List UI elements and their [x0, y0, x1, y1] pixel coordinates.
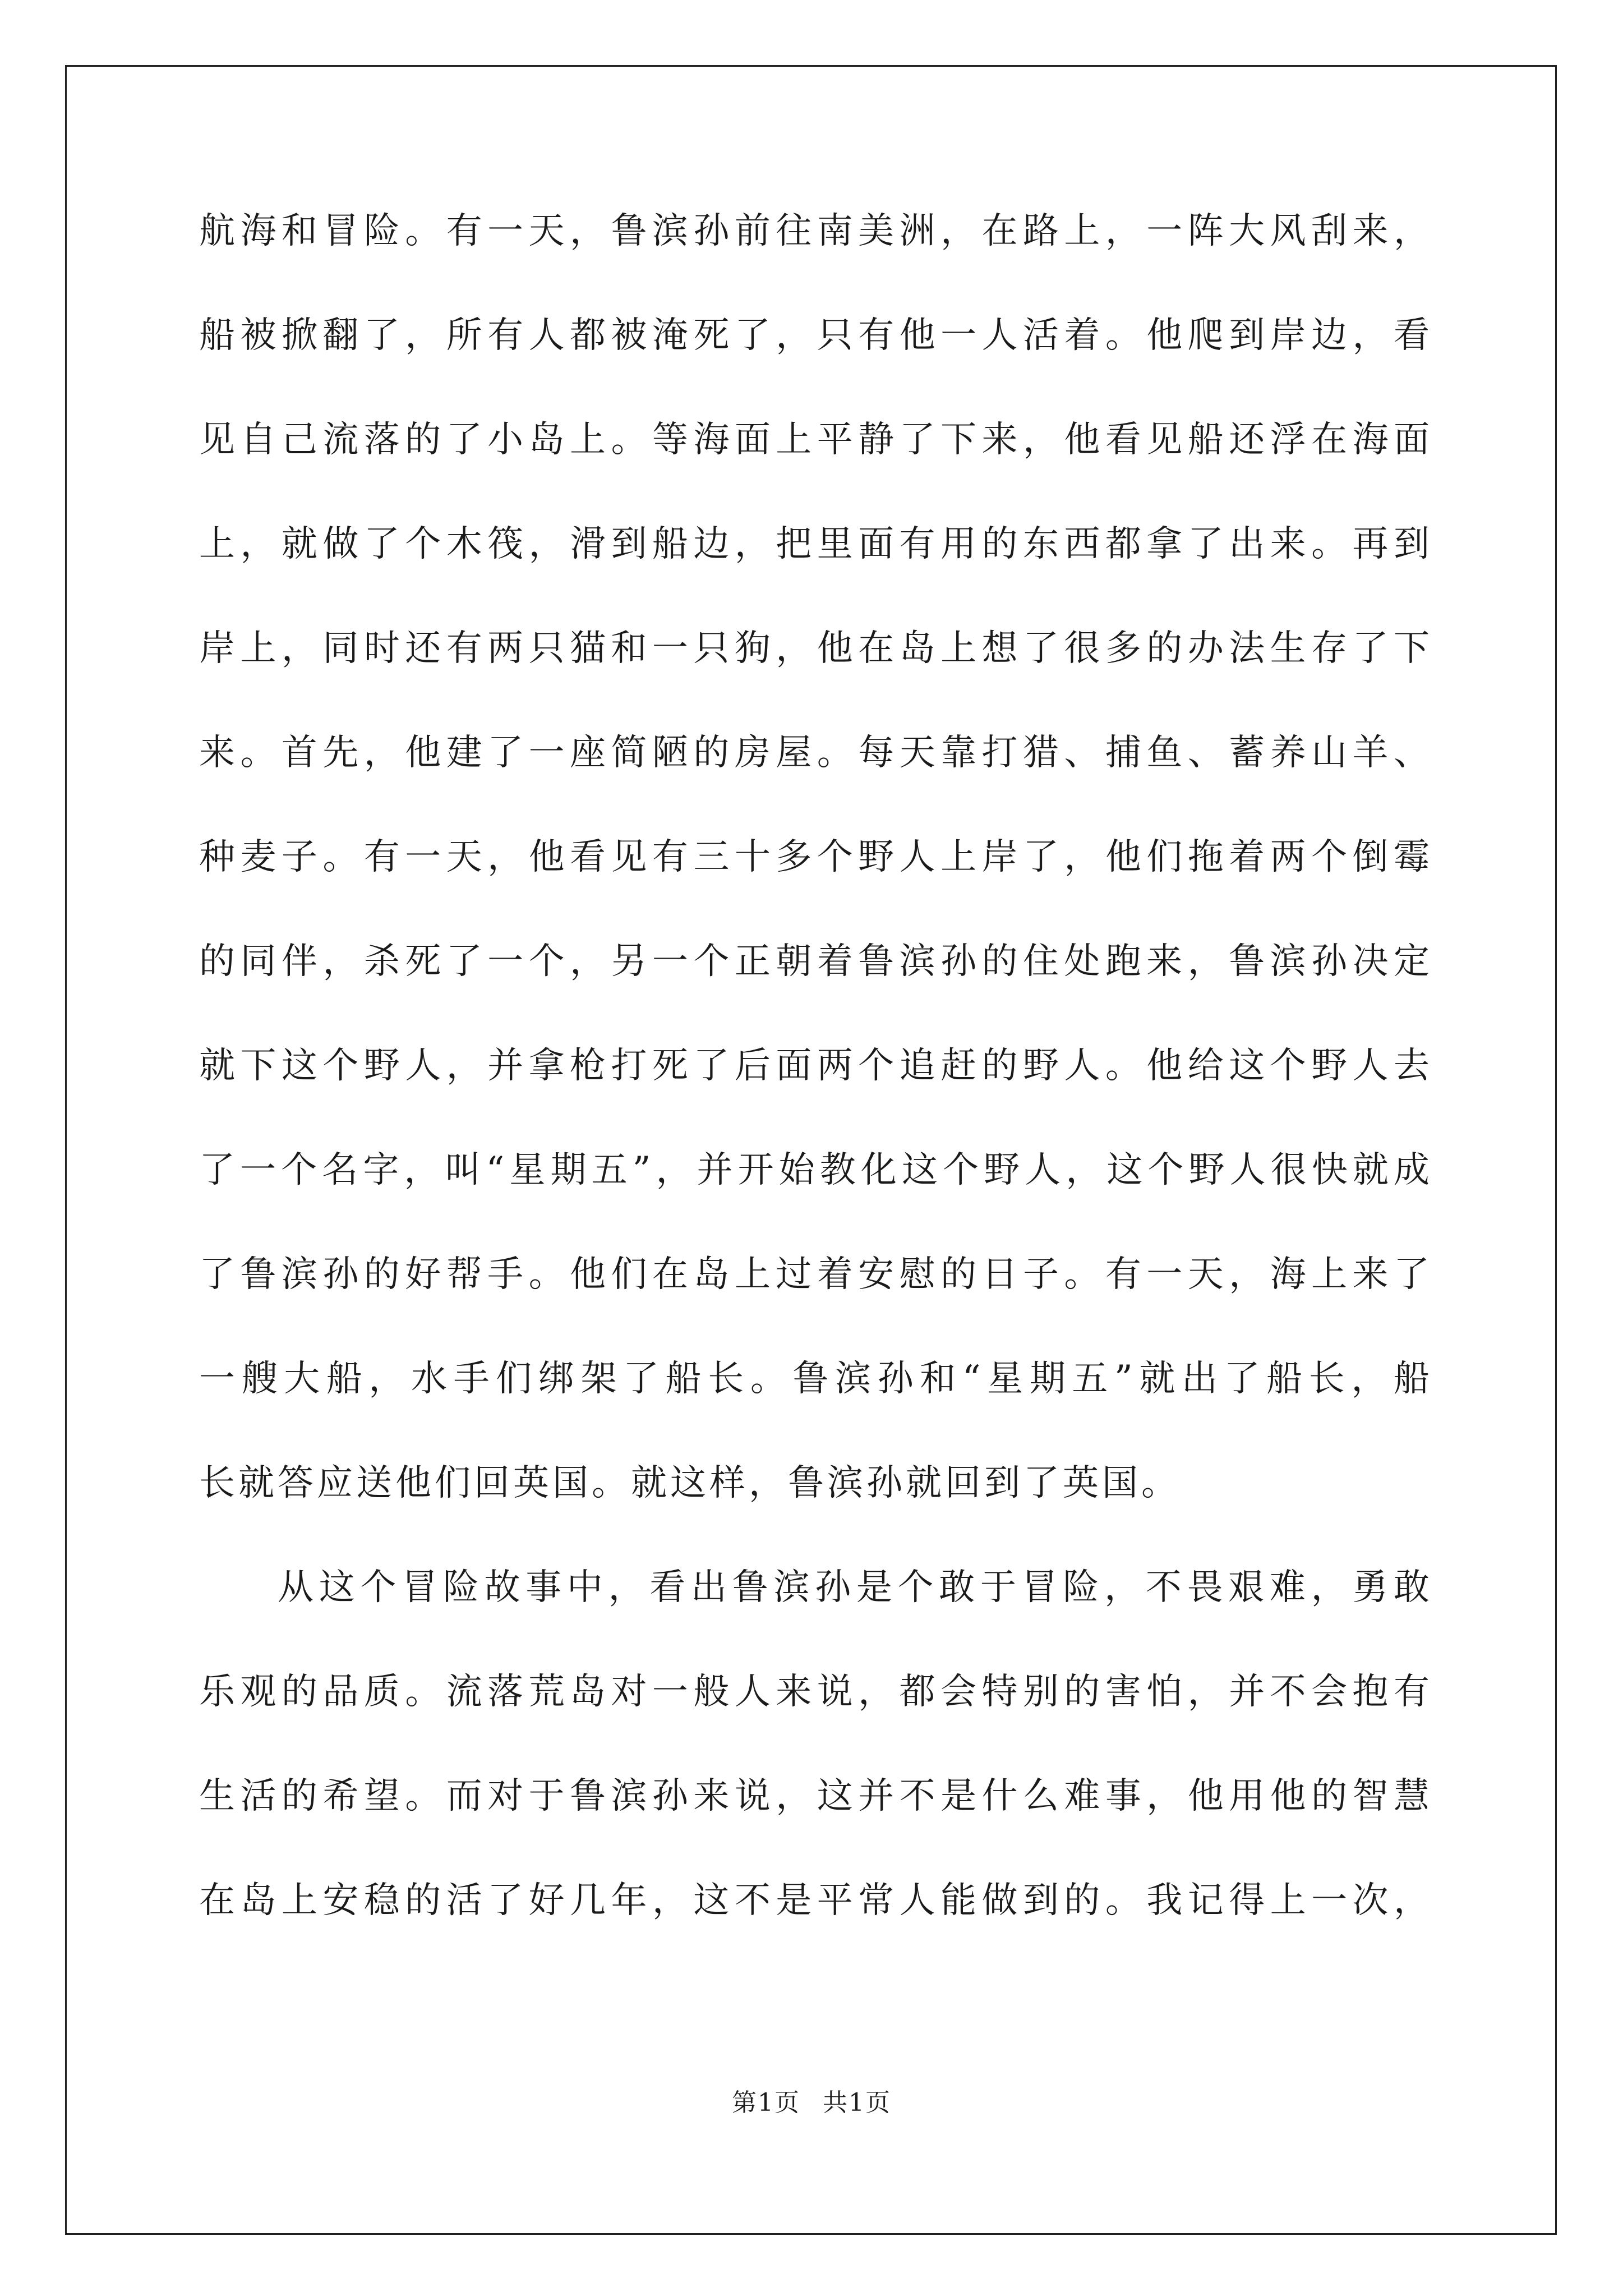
text-line: 船被掀翻了，所有人都被淹死了，只有他一人活着。他爬到岸边，看 [199, 315, 1433, 356]
document-body [199, 210, 1433, 1987]
text-line: 岸上，同时还有两只猫和一只狗，他在岛上想了很多的办法生存了下 [199, 628, 1433, 669]
text-line: 上，就做了个木筏，滑到船边，把里面有用的东西都拿了出来。再到 [199, 523, 1433, 565]
text-line: 生活的希望。而对于鲁滨孙来说，这并不是什么难事，他用他的智慧 [199, 1775, 1433, 1817]
text-line: 一艘大船，水手们绑架了船长。鲁滨孙和“星期五”就出了船长，船 [199, 1358, 1433, 1400]
page-total: 共1页 [823, 2088, 891, 2117]
paragraph-1 [199, 210, 1433, 1570]
text-line: 了一个名字，叫“星期五”，并开始教化这个野人，这个野人很快就成 [199, 1149, 1433, 1191]
text-line: 来。首先，他建了一座简陋的房屋。每天靠打猎、捕鱼、蓄养山羊、 [199, 732, 1433, 774]
text-line: 航海和冒险。有一天，鲁滨孙前往南美洲，在路上，一阵大风刮来， [199, 210, 1433, 252]
text-line: 见自己流落的了小岛上。等海面上平静了下来，他看见船还浮在海面 [199, 419, 1433, 461]
text-line: 从这个冒险故事中，看出鲁滨孙是个敢于冒险，不畏艰难，勇敢 [278, 1567, 1433, 1608]
text-line: 的同伴，杀死了一个，另一个正朝着鲁滨孙的住处跑来，鲁滨孙决定 [199, 941, 1433, 982]
page-footer [0, 2082, 1623, 2118]
text-line: 在岛上安稳的活了好几年，这不是平常人能做到的。我记得上一次， [199, 1880, 1433, 1921]
page-number: 第1页 [732, 2088, 800, 2117]
text-line: 种麦子。有一天，他看见有三十多个野人上岸了，他们拖着两个倒霉 [199, 836, 1433, 878]
text-line: 长就答应送他们回英国。就这样，鲁滨孙就回到了英国。 [199, 1462, 1181, 1504]
paragraph-2 [199, 1567, 1433, 1987]
text-line: 就下这个野人，并拿枪打死了后面两个追赶的野人。他给这个野人去 [199, 1045, 1433, 1087]
text-line: 乐观的品质。流落荒岛对一般人来说，都会特别的害怕，并不会抱有 [199, 1671, 1433, 1713]
text-line: 了鲁滨孙的好帮手。他们在岛上过着安慰的日子。有一天，海上来了 [199, 1254, 1433, 1295]
